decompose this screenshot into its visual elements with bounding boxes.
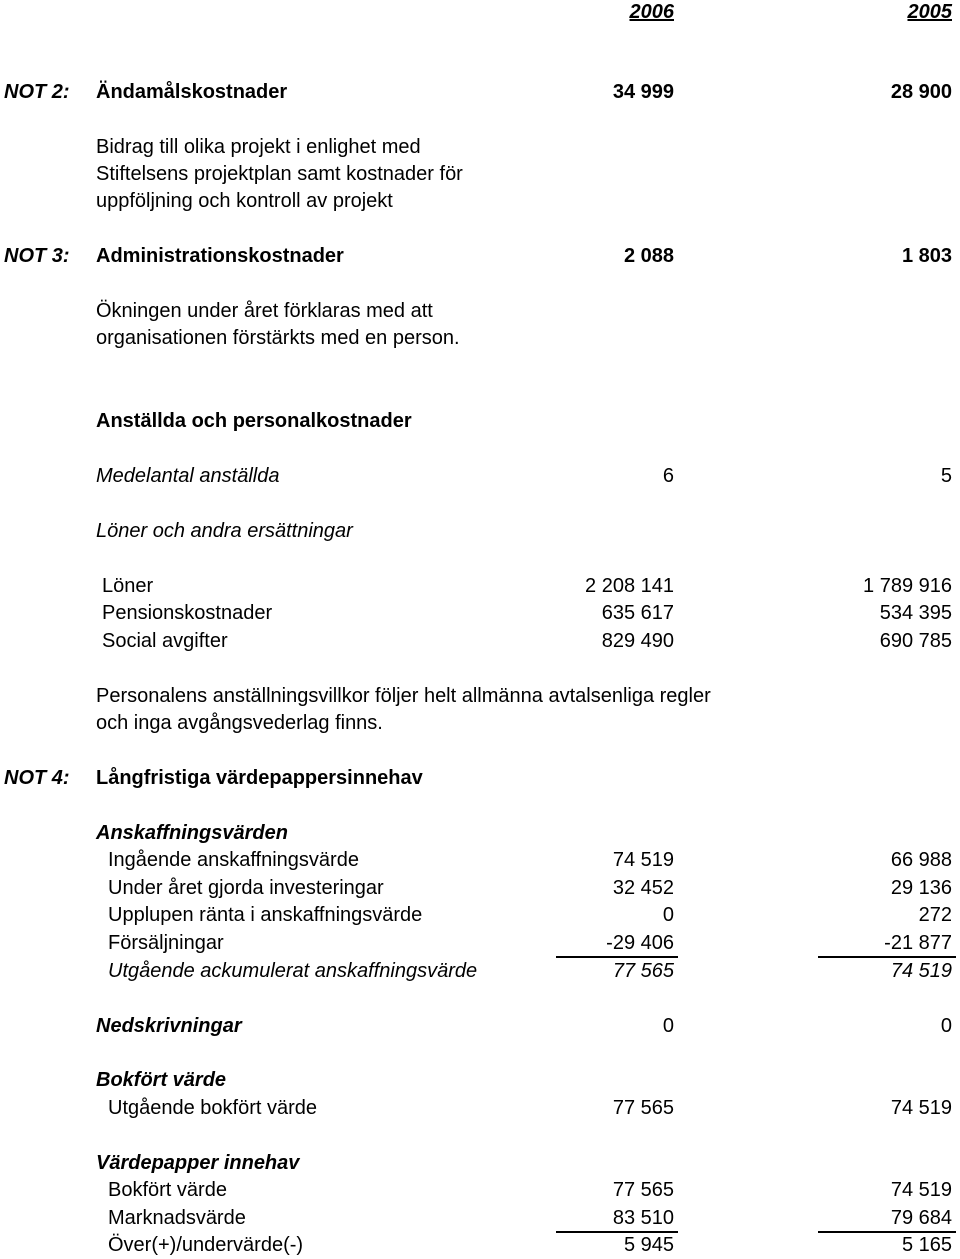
acquisition-row-2006: 0 <box>662 904 674 926</box>
note-4-label: NOT 4: <box>4 767 70 789</box>
book-value-heading: Bokfört värde <box>96 1069 227 1091</box>
subtotal-rule-2006 <box>556 956 678 958</box>
salary-row-2005: 534 395 <box>879 602 952 624</box>
terms-note-line: Personalens anställningsvillkor följer helt allmänna avtalsenliga regler <box>96 685 711 707</box>
salary-row-2006: 829 490 <box>601 630 674 652</box>
note-2-value-2005: 28 900 <box>890 81 952 103</box>
writedowns-2005: 0 <box>940 1015 952 1037</box>
acquisition-total-2006: 77 565 <box>612 960 674 982</box>
note-2-value-2006: 34 999 <box>612 81 674 103</box>
note-3-description-line: Ökningen under året förklaras med att <box>96 300 433 322</box>
note-3-description-line: organisationen förstärkts med en person. <box>96 327 460 349</box>
year-header-2006: 2006 <box>629 1 674 23</box>
holdings-row-2006: 77 565 <box>612 1179 674 1201</box>
acquisition-total-2005: 74 519 <box>890 960 952 982</box>
note-3-value-2005: 1 803 <box>901 245 952 267</box>
salaries-heading: Löner och andra ersättningar <box>96 520 353 542</box>
holdings-row-2005: 74 519 <box>890 1179 952 1201</box>
avg-employees-label: Medelantal anställda <box>96 465 280 487</box>
salary-row-2006: 2 208 141 <box>585 575 674 597</box>
holdings-row-2005: 79 684 <box>890 1207 952 1229</box>
acquisition-row-label: Upplupen ränta i anskaffningsvärde <box>108 904 423 926</box>
acquisition-heading: Anskaffningsvärden <box>96 822 288 844</box>
year-header-2005: 2005 <box>907 1 952 23</box>
holdings-heading: Värdepapper innehav <box>96 1152 300 1174</box>
note-3-value-2006: 2 088 <box>623 245 674 267</box>
holdings-row-2005: 5 165 <box>901 1234 952 1256</box>
holdings-row-label: Bokfört värde <box>108 1179 227 1201</box>
writedowns-label: Nedskrivningar <box>96 1015 242 1037</box>
staff-costs-heading: Anställda och personalkostnader <box>96 410 412 432</box>
book-value-row-2006: 77 565 <box>612 1097 674 1119</box>
salary-row-2006: 635 617 <box>601 602 674 624</box>
note-3-title: Administrationskostnader <box>96 245 344 267</box>
book-value-row-label: Utgående bokfört värde <box>108 1097 318 1119</box>
acquisition-row-2005: 66 988 <box>890 849 952 871</box>
holdings-row-label: Marknadsvärde <box>108 1207 246 1229</box>
acquisition-row-2006: 32 452 <box>612 877 674 899</box>
book-value-row-2005: 74 519 <box>890 1097 952 1119</box>
holdings-row-label: Över(+)/undervärde(-) <box>108 1234 304 1256</box>
salary-row-label: Pensionskostnader <box>102 602 273 624</box>
acquisition-row-2006: 74 519 <box>612 849 674 871</box>
writedowns-2006: 0 <box>662 1015 674 1037</box>
note-4-title: Långfristiga värdepappersinnehav <box>96 767 423 789</box>
acquisition-total-label: Utgående ackumulerat anskaffningsvärde <box>108 960 478 982</box>
note-3-label: NOT 3: <box>4 245 70 267</box>
holdings-row-2006: 5 945 <box>623 1234 674 1256</box>
acquisition-row-2005: 29 136 <box>890 877 952 899</box>
acquisition-row-2006: -29 406 <box>606 932 674 954</box>
note-2-title: Ändamålskostnader <box>96 81 288 103</box>
salary-row-2005: 690 785 <box>879 630 952 652</box>
acquisition-row-label: Försäljningar <box>108 932 224 954</box>
subtotal-rule-2005 <box>818 956 956 958</box>
acquisition-row-2005: -21 877 <box>884 932 952 954</box>
note-2-description-line: Stiftelsens projektplan samt kostnader för <box>96 163 463 185</box>
salary-row-label: Löner <box>102 575 154 597</box>
acquisition-row-label: Ingående anskaffningsvärde <box>108 849 359 871</box>
holdings-row-2006: 83 510 <box>612 1207 674 1229</box>
salary-row-2005: 1 789 916 <box>863 575 952 597</box>
avg-employees-2006: 6 <box>662 465 674 487</box>
acquisition-row-label: Under året gjorda investeringar <box>108 877 384 899</box>
note-2-description-line: uppföljning och kontroll av projekt <box>96 190 393 212</box>
note-2-label: NOT 2: <box>4 81 70 103</box>
avg-employees-2005: 5 <box>940 465 952 487</box>
note-2-description-line: Bidrag till olika projekt i enlighet med <box>96 136 421 158</box>
terms-note-line: och inga avgångsvederlag finns. <box>96 712 383 734</box>
acquisition-row-2005: 272 <box>918 904 952 926</box>
salary-row-label: Social avgifter <box>102 630 228 652</box>
